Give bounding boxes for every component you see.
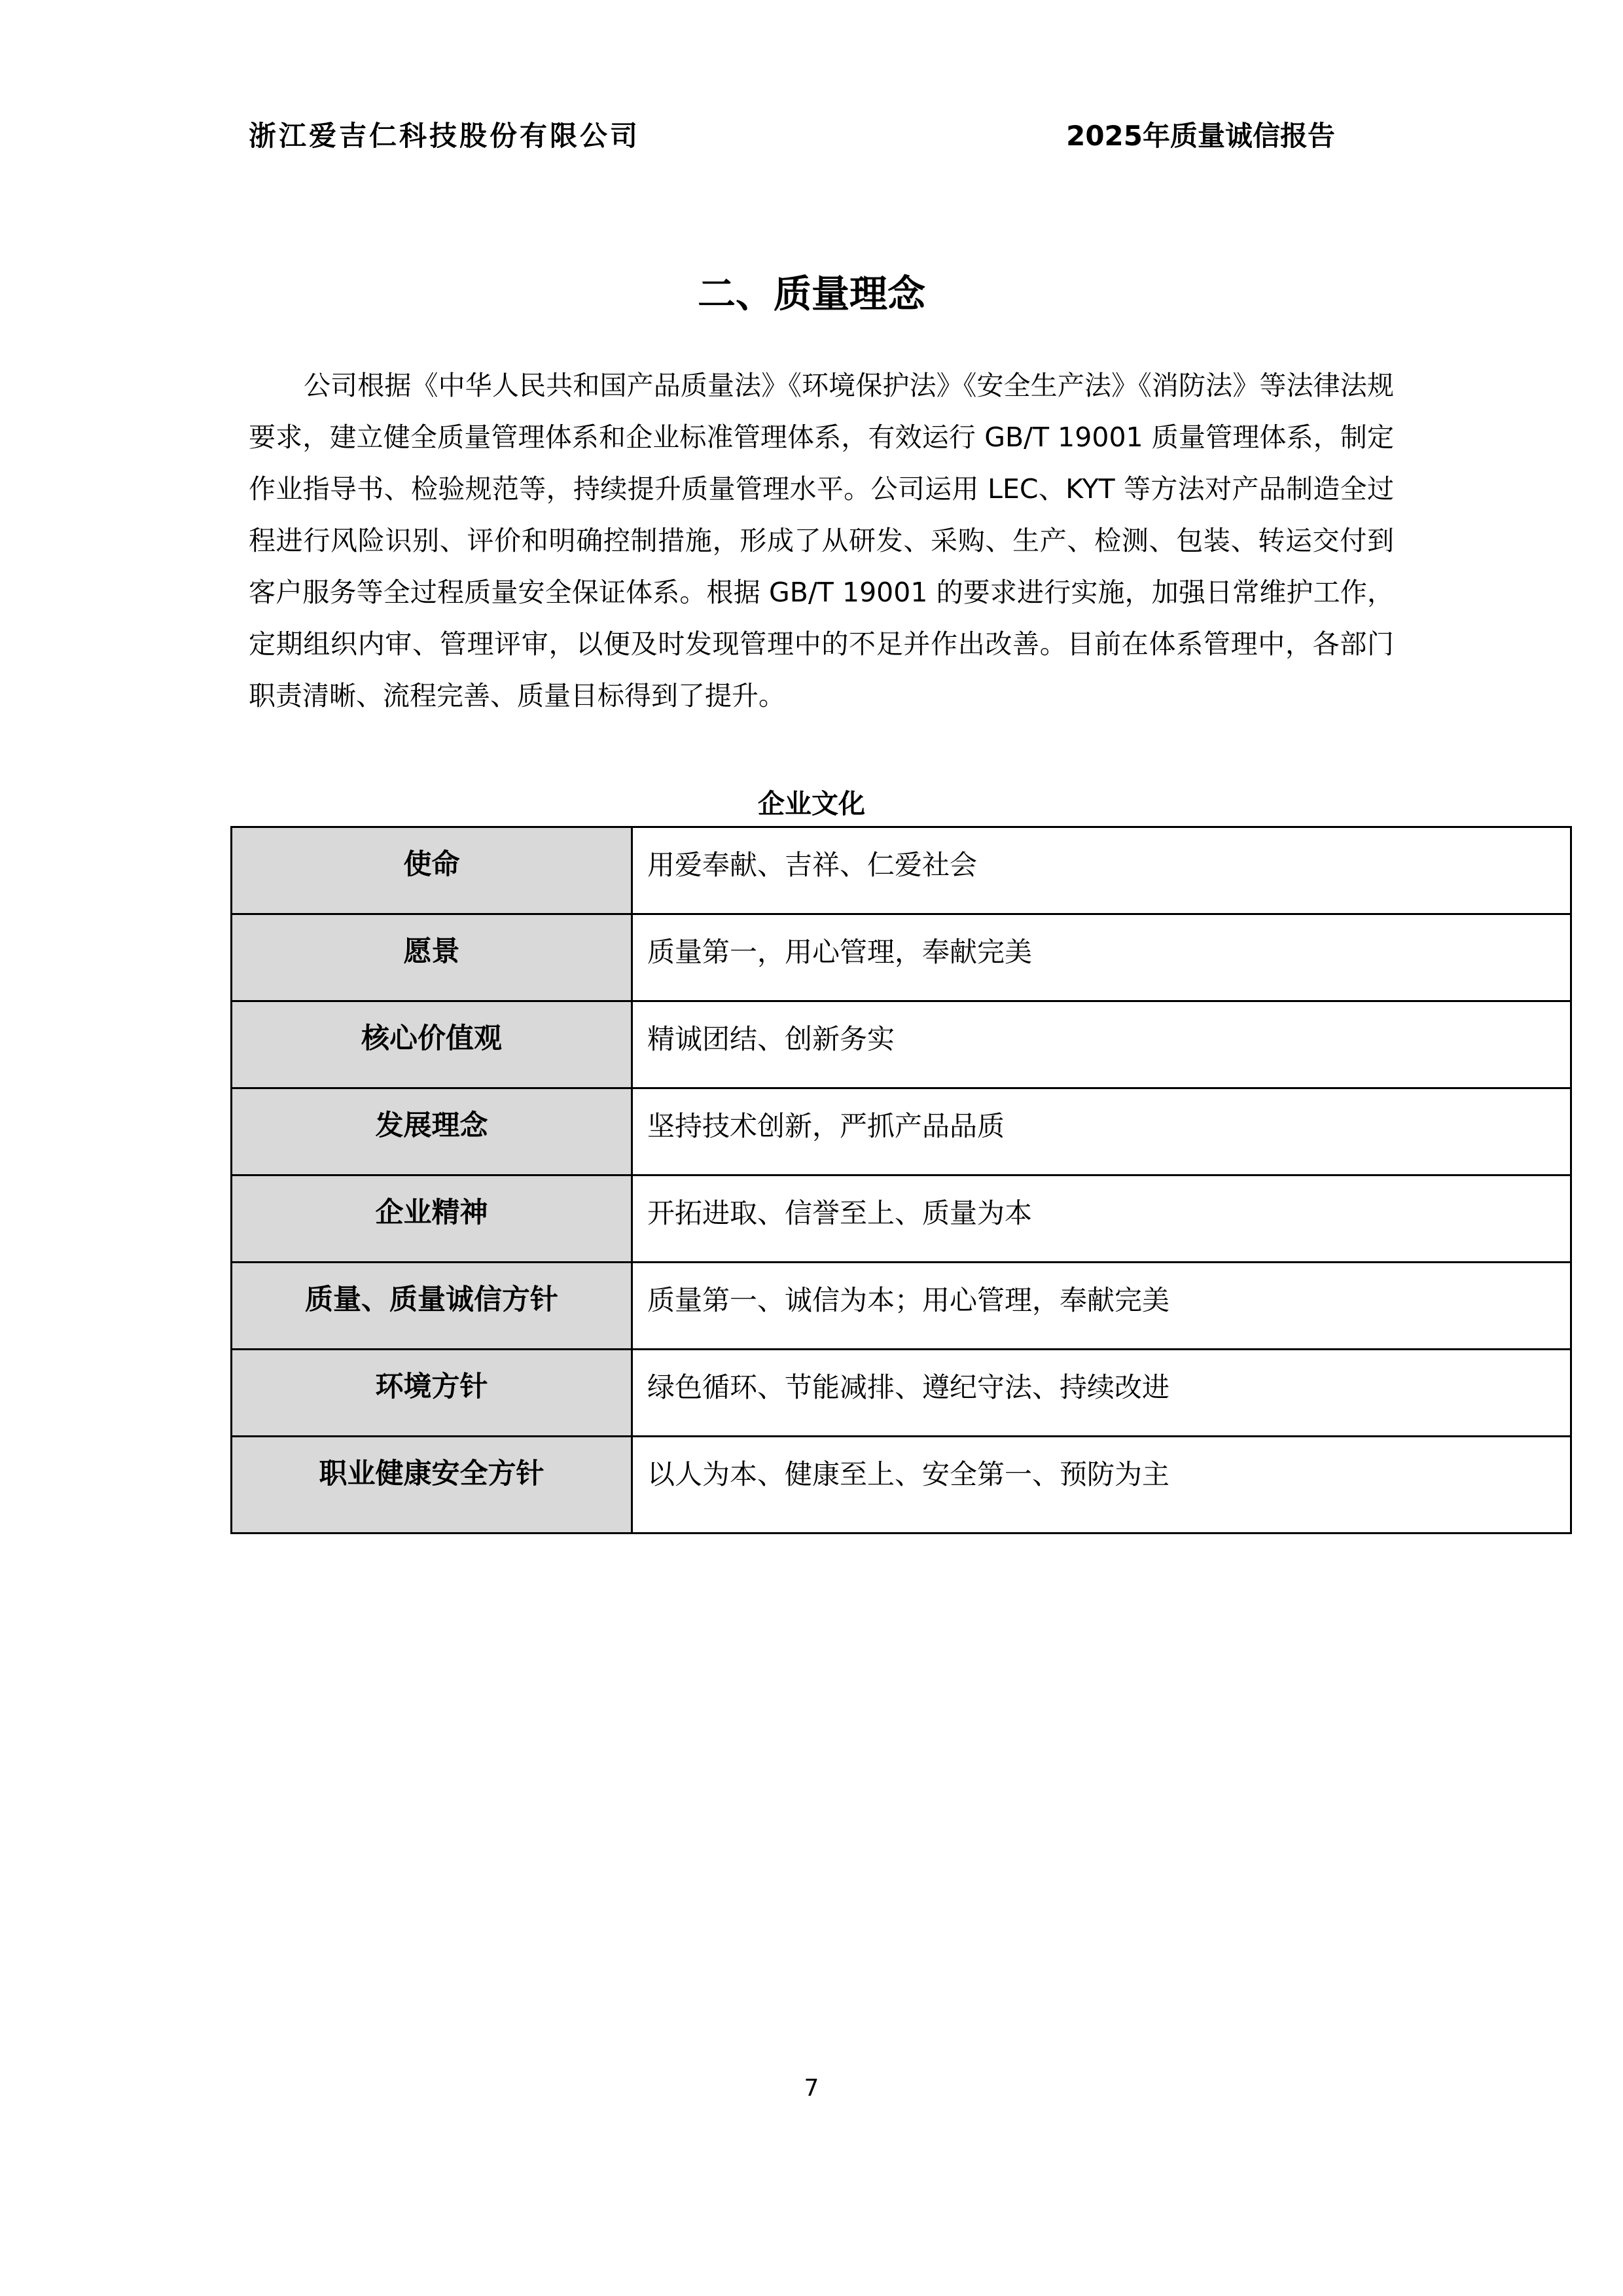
row-value-enterprise-spirit: 开拓进取、信誉至上、质量为本 [632, 1175, 1571, 1263]
row-value-vision: 质量第一，用心管理，奉献完美 [632, 914, 1571, 1001]
row-label-core-values: 核心价值观 [232, 1001, 632, 1088]
table-row [232, 914, 1571, 1001]
row-value-environment-policy: 绿色循环、节能减排、遵纪守法、持续改进 [632, 1350, 1571, 1437]
row-value-core-values: 精诚团结、创新务实 [632, 1001, 1571, 1088]
row-value-mission: 用爱奉献、吉祥、仁爱社会 [632, 827, 1571, 914]
row-label-environment-policy: 环境方针 [232, 1350, 632, 1437]
table-caption: 企业文化 [758, 788, 865, 819]
table-row [232, 1088, 1571, 1175]
header-company-name: 浙江爱吉仁科技股份有限公司 [249, 120, 641, 152]
table-row [232, 1263, 1571, 1350]
row-label-ohs-policy: 职业健康安全方针 [232, 1437, 632, 1534]
page-number: 7 [804, 2075, 819, 2102]
row-value-quality-policy: 质量第一、诚信为本；用心管理，奉献完美 [632, 1263, 1571, 1350]
row-label-enterprise-spirit: 企业精神 [232, 1175, 632, 1263]
corporate-culture-table [230, 826, 1572, 1534]
page-header [249, 117, 1335, 156]
table-row [232, 1001, 1571, 1088]
row-value-development-philosophy: 坚持技术创新，严抓产品品质 [632, 1088, 1571, 1175]
header-report-title: 2025年质量诚信报告 [1066, 120, 1335, 152]
body-paragraph: 公司根据《中华人民共和国产品质量法》《环境保护法》《安全生产法》《消防法》等法律法规要求，建立健全质量管理体系和企业标准管理体系，有效运行 GB/T 19001 质量管理体系，制定作业指导书、检验规范等，持续提升质量管理水平。公司运用 LEC、KYT 等方法对产品制造全过程进行风险识别、评价和明确控制措施，形成了从研发、采购、生产、检测、包装、转运交付到客户服务等全过程质量安全保证体系。根据 GB/T 19001 的要求进行实施，加强日常维护工作，定期组织内审、管理评审，以便及时发现管理中的不足并作出改善。目前在体系管理中，各部门职责清晰、流程完善、质量目标得到了提升。 [249, 370, 1394, 711]
section-title: 二、质量理念 [697, 272, 925, 316]
table-row [232, 827, 1571, 914]
table-row [232, 1175, 1571, 1263]
row-label-mission: 使命 [232, 827, 632, 914]
table-row [232, 1350, 1571, 1437]
row-label-quality-policy: 质量、质量诚信方针 [232, 1263, 632, 1350]
row-value-ohs-policy: 以人为本、健康至上、安全第一、预防为主 [632, 1437, 1571, 1534]
row-label-development-philosophy: 发展理念 [232, 1088, 632, 1175]
row-label-vision: 愿景 [232, 914, 632, 1001]
table-row [232, 1437, 1571, 1534]
